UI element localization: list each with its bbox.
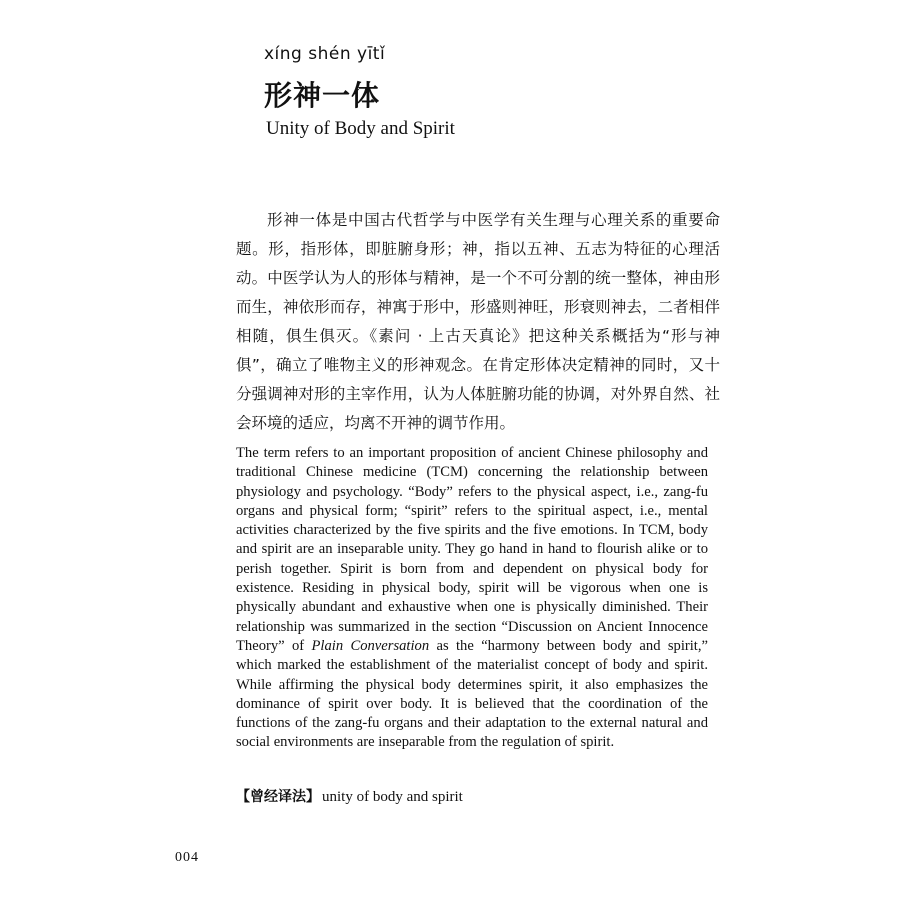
page-number: 004 — [175, 850, 199, 865]
book-title: Plain Conversation — [311, 637, 430, 654]
english-paragraph-part-2: as the “harmony between body and spirit,” which marked the establishment of the materialist concept of body and spirit. While affirming the physical body determines spirit, it also emphasizes the dominance of spirit over body. It is believed that the coordination of the functions of the zang-fu organs and their adaptation to the external natural and social environments are inseparable from the regulation of spirit. — [236, 637, 708, 751]
former-translation-label: 【曾经译法】 — [236, 789, 320, 805]
former-translation-value: unity of body and spirit — [322, 789, 463, 805]
term-english-heading: Unity of Body and Spirit — [266, 118, 455, 139]
english-definition-paragraph — [236, 444, 708, 753]
chinese-definition-paragraph: 形神一体是中国古代哲学与中医学有关生理与心理关系的重要命题。形，指形体，即脏腑身形；神，指以五神、五志为特征的心理活动。中医学认为人的形体与精神，是一个不可分割的统一整体，神由形而生，神依形而存，神寓于形中，形盛则神旺，形衰则神去，二者相伴相随，俱生俱灭。《素问 · 上古天真论》把这种关系概括为“形与神俱”，确立了唯物主义的形神观念。在肯定形体决定精神的同时，又十分强调神对形的主宰作用，认为人体脏腑功能的协调，对外界自然、社会环境的适应，均离不开神的调节作用。 — [236, 211, 720, 432]
former-translation — [236, 786, 463, 806]
english-paragraph-part-1: The term refers to an important proposition of ancient Chinese philosophy and traditional Chinese medicine (TCM) concerning the relationship between physiology and psychology. “Body” refers to the physical aspect, i.e., zang-fu organs and physical form; “spirit” refers to the spiritual aspect, i.e., mental activities characterized by the five spirits and the five emotions. In TCM, body and spirit are an inseparable unity. They go hand in hand to flourish alike or to perish together. Spirit is born from and dependent on physical body for existence. Residing in physical body, spirit will be vigorous when one is physically abundant and exhaustive when one is physically diminished. Their relationship was summarized in the section “Discussion on Ancient Innocence Theory” of — [236, 445, 708, 654]
term-chinese-heading: 形神一体 — [264, 79, 381, 112]
term-pinyin: xíng shén yītǐ — [264, 44, 386, 64]
